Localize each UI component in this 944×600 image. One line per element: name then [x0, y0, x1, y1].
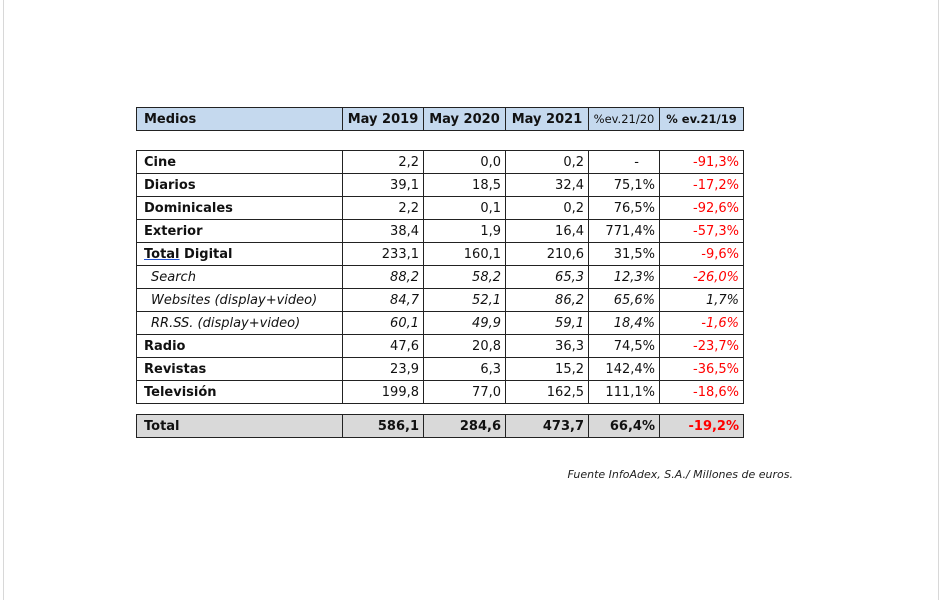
total-ev-21-19: -19,2%	[660, 415, 744, 438]
cell-may-2019: 47,6	[343, 335, 424, 358]
cell-ev-21-20: 31,5%	[589, 243, 660, 266]
row-label: Exterior	[137, 220, 343, 243]
cell-may-2020: 49,9	[424, 312, 506, 335]
cell-ev-21-20: -	[589, 151, 660, 174]
cell-may-2020: 77,0	[424, 381, 506, 404]
total-table	[136, 414, 744, 438]
header-row	[137, 108, 744, 131]
cell-may-2020: 6,3	[424, 358, 506, 381]
cell-ev-21-20: 142,4%	[589, 358, 660, 381]
cell-may-2021: 59,1	[506, 312, 589, 335]
total-digital-underlined: Total	[144, 246, 180, 262]
cell-may-2021: 15,2	[506, 358, 589, 381]
cell-may-2019: 233,1	[343, 243, 424, 266]
cell-may-2020: 160,1	[424, 243, 506, 266]
cell-ev-21-20: 75,1%	[589, 174, 660, 197]
cell-ev-21-20: 76,5%	[589, 197, 660, 220]
page-edge-right	[938, 0, 939, 600]
table-row	[137, 220, 744, 243]
total-ev-21-20: 66,4%	[589, 415, 660, 438]
source-note: Fuente InfoAdex, S.A./ Millones de euros.	[567, 468, 793, 481]
cell-may-2019: 60,1	[343, 312, 424, 335]
cell-may-2019: 39,1	[343, 174, 424, 197]
cell-may-2019: 88,2	[343, 266, 424, 289]
table-row-sub	[137, 312, 744, 335]
header-may-2019: May 2019	[343, 108, 424, 131]
header-table	[136, 107, 744, 131]
table-row	[137, 381, 744, 404]
table-row	[137, 174, 744, 197]
row-label: Radio	[137, 335, 343, 358]
cell-may-2021: 86,2	[506, 289, 589, 312]
row-label: Search	[137, 266, 343, 289]
cell-ev-21-19: -91,3%	[660, 151, 744, 174]
cell-may-2021: 16,4	[506, 220, 589, 243]
row-label: Cine	[137, 151, 343, 174]
cell-may-2019: 2,2	[343, 197, 424, 220]
total-digital-rest: Digital	[179, 246, 233, 262]
cell-may-2020: 0,1	[424, 197, 506, 220]
row-label	[137, 243, 343, 266]
cell-may-2019: 23,9	[343, 358, 424, 381]
cell-may-2019: 199,8	[343, 381, 424, 404]
cell-ev-21-20: 65,6%	[589, 289, 660, 312]
cell-may-2021: 36,3	[506, 335, 589, 358]
cell-may-2019: 84,7	[343, 289, 424, 312]
total-may-2020: 284,6	[424, 415, 506, 438]
cell-may-2019: 2,2	[343, 151, 424, 174]
cell-ev-21-20: 18,4%	[589, 312, 660, 335]
cell-may-2020: 1,9	[424, 220, 506, 243]
cell-ev-21-20: 771,4%	[589, 220, 660, 243]
table-row-sub	[137, 266, 744, 289]
row-label: Televisión	[137, 381, 343, 404]
cell-may-2021: 162,5	[506, 381, 589, 404]
table-row	[137, 151, 744, 174]
cell-may-2021: 0,2	[506, 197, 589, 220]
cell-ev-21-20: 111,1%	[589, 381, 660, 404]
cell-ev-21-19: -57,3%	[660, 220, 744, 243]
cell-ev-21-19: -36,5%	[660, 358, 744, 381]
cell-may-2020: 20,8	[424, 335, 506, 358]
table-row	[137, 335, 744, 358]
header-ev-21-19: % ev.21/19	[660, 108, 744, 131]
cell-ev-21-19: 1,7%	[660, 289, 744, 312]
cell-may-2020: 58,2	[424, 266, 506, 289]
cell-may-2021: 0,2	[506, 151, 589, 174]
table-row-total-digital	[137, 243, 744, 266]
header-may-2020: May 2020	[424, 108, 506, 131]
header-may-2021: May 2021	[506, 108, 589, 131]
cell-ev-21-19: -18,6%	[660, 381, 744, 404]
cell-may-2021: 210,6	[506, 243, 589, 266]
cell-may-2021: 65,3	[506, 266, 589, 289]
cell-ev-21-20: 74,5%	[589, 335, 660, 358]
cell-ev-21-19: -23,7%	[660, 335, 744, 358]
total-may-2019: 586,1	[343, 415, 424, 438]
cell-may-2019: 38,4	[343, 220, 424, 243]
cell-ev-21-19: -17,2%	[660, 174, 744, 197]
data-table	[136, 150, 744, 404]
header-medios: Medios	[137, 108, 343, 131]
table-row	[137, 197, 744, 220]
cell-may-2020: 18,5	[424, 174, 506, 197]
total-may-2021: 473,7	[506, 415, 589, 438]
header-ev-21-20: %ev.21/20	[589, 108, 660, 131]
total-row	[137, 415, 744, 438]
table-row-sub	[137, 289, 744, 312]
row-label: Dominicales	[137, 197, 343, 220]
cell-ev-21-19: -92,6%	[660, 197, 744, 220]
row-label: RR.SS. (display+video)	[137, 312, 343, 335]
table-row	[137, 358, 744, 381]
cell-may-2021: 32,4	[506, 174, 589, 197]
total-label: Total	[137, 415, 343, 438]
row-label: Diarios	[137, 174, 343, 197]
row-label: Revistas	[137, 358, 343, 381]
cell-ev-21-19: -26,0%	[660, 266, 744, 289]
cell-may-2020: 52,1	[424, 289, 506, 312]
page-edge-left	[3, 0, 4, 600]
cell-ev-21-20: 12,3%	[589, 266, 660, 289]
row-label: Websites (display+video)	[137, 289, 343, 312]
cell-may-2020: 0,0	[424, 151, 506, 174]
cell-ev-21-19: -9,6%	[660, 243, 744, 266]
cell-ev-21-19: -1,6%	[660, 312, 744, 335]
